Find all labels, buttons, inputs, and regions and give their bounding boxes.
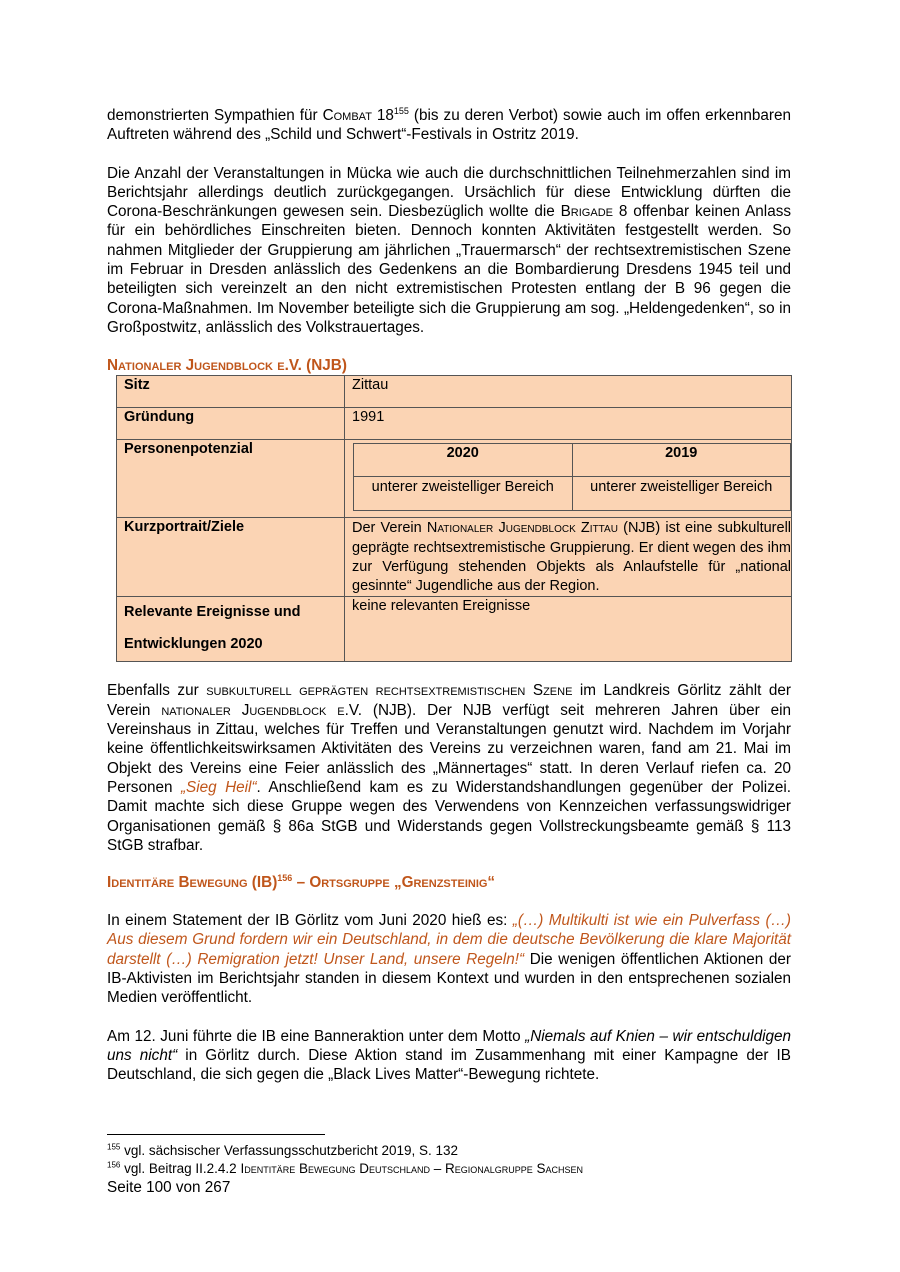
- gruendung-value: 1991: [345, 408, 792, 440]
- sitz-label: Sitz: [117, 376, 345, 408]
- ib-heading: Identitäre Bewegung (IB)$^{156}$ – Ortsgruppe „Grenzsteinig“: [107, 873, 496, 892]
- footnote-separator: [107, 1134, 325, 1135]
- personenpotenzial-subtable: [353, 443, 791, 511]
- ib-paragraph-1: In einem Statement der IB Görlitz vom Juni 2020 hieß es: „(…) Multikulti ist wie ein Pulverfass (…) Aus diesem Grund fordern wir ein Deutschland, in dem die deutsche Bevölkerung die klare Majorität darstellt (…) Remigration jetzt! Unser Land, unsere Regeln!“ Die wenigen öffentlichen Aktionen der IB-Aktivisten im Berichtsjahr standen in diesem Kontext und wurden in den entsprechenen sozialen Medien veröffentlicht.: [107, 912, 791, 1007]
- page-body: [107, 106, 791, 1085]
- intro-paragraph-2: Die Anzahl der Veranstaltungen in Mücka wie auch die durchschnittlichen Teilnehmerzahlen sind im Berichtsjahr allerdings deutlich zurückgegangen. Ursächlich für diese Entwicklung dürften die Corona-Beschränkungen gewesen sein. Diesbezüglich wollte die Brigade 8 offenbar keinen Anlass für ein behördliches Einschreiten bieten. Dennoch konnten Aktivitäten festgestellt werden. So nahmen Mitglieder der Gruppierung am jährlichen „Trauermarsch“ der rechtsextremistischen Szene im Februar in Dresden anlässlich des Gedenkens an die Bombardierung Dresdens 1945 teil und beteiligten sich vereinzelt an den nicht extremistischen Protesten entlang der B 96 gegen die Corona-Maßnahmen. Im November beteiligte sich die Gruppierung am sog. „Heldengedenken“, so in Großpostwitz, anlässlich des Volkstrauertages.: [107, 164, 791, 336]
- intro-paragraph-1: demonstrierten Sympathien für Combat $18^{155}$ (bis zu deren Verbot) sowie auch im offen erkennbaren Auftreten während des „Schild und Schwert“-Festivals in Ostritz 2019.: [107, 105, 792, 144]
- personenpotenzial-value: [345, 440, 792, 518]
- year-2020-header: 2020: [354, 444, 573, 477]
- kurzportrait-value: Der Verein Nationaler Jugendblock Zittau (NJB) ist eine subkulturell geprägte rechtsextremistische Gruppierung. Er dient wegen des ihm zur Verfügung stehenden Objekts als Anlaufstelle für „national gesinnte“ Jugendliche aus der Region.: [345, 518, 792, 597]
- table-row: [117, 440, 792, 518]
- year-2020-value: unterer zweistelliger Bereich: [354, 477, 573, 511]
- page-number: Seite 100 von 267: [107, 1179, 231, 1196]
- personenpotenzial-label: Personenpotenzial: [117, 440, 345, 518]
- year-2019-header: 2019: [572, 444, 791, 477]
- njb-paragraph: Ebenfalls zur subkulturell geprägten rechtsextremistischen Szene im Landkreis Görlitz zählt der Verein nationaler Jugendblock e.V. (NJB). Der NJB verfügt seit mehreren Jahren über ein Vereinshaus in Zittau, welches für Treffen und Veranstaltungen genutzt wird. Nachdem im Vorjahr keine öffentlichkeitswirksamen Aktivitäten des Vereins zu verzeichnen waren, fand am 21. Mai im Objekt des Vereins eine Feier anlässlich des „Männertages“ statt. In deren Verlauf riefen ca. 20 Personen „Sieg Heil“. Anschließend kam es zu Widerstandshandlungen gegenüber der Polizei. Damit machte sich diese Gruppe wegen des Verwendens von Kennzeichen verfassungswidriger Organisationen gemäß § 86a StGB und Widerstands gegen Vollstreckungsbeamte gemäß § 113 StGB strafbar.: [107, 682, 792, 854]
- table-row: [117, 408, 792, 440]
- table-row: [117, 597, 792, 662]
- footnote-155: $^{155}$ vgl. sächsischer Verfassungsschutzbericht 2019, S. 132: [107, 1142, 459, 1158]
- footnote-156: $^{156}$ vgl. Beitrag II.2.4.2 Identitäre Bewegung Deutschland – Regionalgruppe Sachsen: [107, 1160, 583, 1176]
- footnote-ref-156[interactable]: 156: [277, 873, 293, 884]
- ereignisse-label: Relevante Ereignisse und Entwicklungen 2020: [117, 597, 345, 662]
- footnote-ref-155[interactable]: 155: [393, 105, 409, 116]
- kurzportrait-label: Kurzportrait/Ziele: [117, 518, 345, 597]
- table-row: [117, 518, 792, 597]
- njb-heading: Nationaler Jugendblock e.V. (NJB): [107, 357, 347, 375]
- ereignisse-value: keine relevanten Ereignisse: [345, 597, 792, 662]
- year-2019-value: unterer zweistelliger Bereich: [572, 477, 791, 511]
- sitz-value: Zittau: [345, 376, 792, 408]
- gruendung-label: Gründung: [117, 408, 345, 440]
- njb-info-table: [116, 375, 792, 662]
- table-row: [117, 376, 792, 408]
- ib-paragraph-2: Am 12. Juni führte die IB eine Banneraktion unter dem Motto „Niemals auf Knien – wir entschuldigen uns nicht“ in Görlitz durch. Diese Aktion stand im Zusammenhang mit einer Kampagne der IB Deutschland, die sich gegen die „Black Lives Matter“-Bewegung richtete.: [107, 1027, 792, 1084]
